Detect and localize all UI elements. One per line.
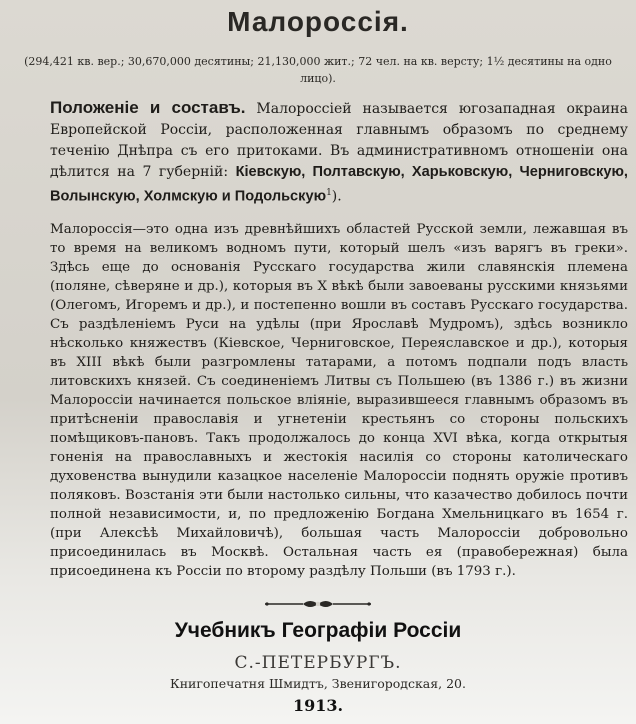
decorative-divider-icon — [0, 596, 636, 615]
paragraph-text-intro: Малороссіей называется югозападная окраина Европейской Россіи, расположенная главнымъ образомъ по среднему теченію Днѣпра съ его притоками. Въ административномъ отношеніи она дѣлится на 7 губерній: — [50, 101, 628, 180]
statistics-line: (294,421 кв. вер.; 30,670,000 десятины; 21,130,000 жит.; 72 чел. на кв. версту; 1½ десятины на одно лицо). — [24, 55, 612, 85]
printing-house: Книгопечатня Шмидтъ, Звенигородская, 20. — [170, 676, 466, 691]
publication-year: 1913. — [292, 696, 344, 715]
section-heading: Положеніе и составъ. — [50, 98, 246, 117]
page-title: Малороссія. — [227, 6, 409, 37]
paragraph-text-end: ). — [331, 188, 342, 205]
footnote-mark: 1 — [326, 188, 332, 198]
publication-city: С.-ПЕТЕРБУРГЪ. — [234, 653, 402, 673]
book-title: Учебникъ Географіи Россіи — [174, 619, 462, 642]
paragraph-history: Малороссія—это одна изъ древнѣйшихъ областей Русской земли, лежавшая въ то время на великомъ водномъ пути, который шелъ «изъ варягъ въ греки». Здѣсь еще до основанія Русскаго государства жили славянскія племена (поляне, сѣверяне и др.), которыя въ X вѣкѣ были завоеваны русскими князьями (Олегомъ, Игоремъ и др.), и постепенно вошли въ составъ Русскаго государства. Съ раздѣленіемъ Руси на удѣлы (при Ярославѣ Мудромъ), здѣсь возникло нѣсколько княжествъ (Кіевское, Черниговское, Переяславское и др.), которыя въ XIII вѣкѣ были разгромлены татарами, а потомъ подпали подъ власть литовскихъ князей. Съ соединеніемъ Литвы съ Польшею (въ 1386 г.) въ жизни Малороссіи начинается польское вліяніе, выразившееся главнымъ образомъ въ притѣсненіи православія и угнетеніи крестьянъ со стороны польскихъ помѣщиковъ-пановъ. Такъ продолжалось до конца XVI вѣка, когда открытыя гоненія на православныхъ и жестокія насилія со стороны католическаго духовенства вынудили казацкое населеніе Малороссіи поднять оружіе противъ поляковъ. Возстанія эти были настолько сильны, что казачество добилось почти полной независимости, и, по предложенію Богдана Хмельницкаго въ 1654 г. (при Алексѣѣ Михайловичѣ), большая часть Малороссіи добровольно присоединилась въ Москвѣ. Остальная часть ея (правобережная) была присоединена къ Россіи по второму раздѣлу Польши (въ 1793 г.). — [50, 222, 628, 579]
provinces-list: Кіевскую, Полтавскую, Харьковскую, Черниговскую, Волынскую, Холмскую и Подольскую — [50, 164, 628, 205]
paragraph-position-composition — [50, 97, 628, 208]
